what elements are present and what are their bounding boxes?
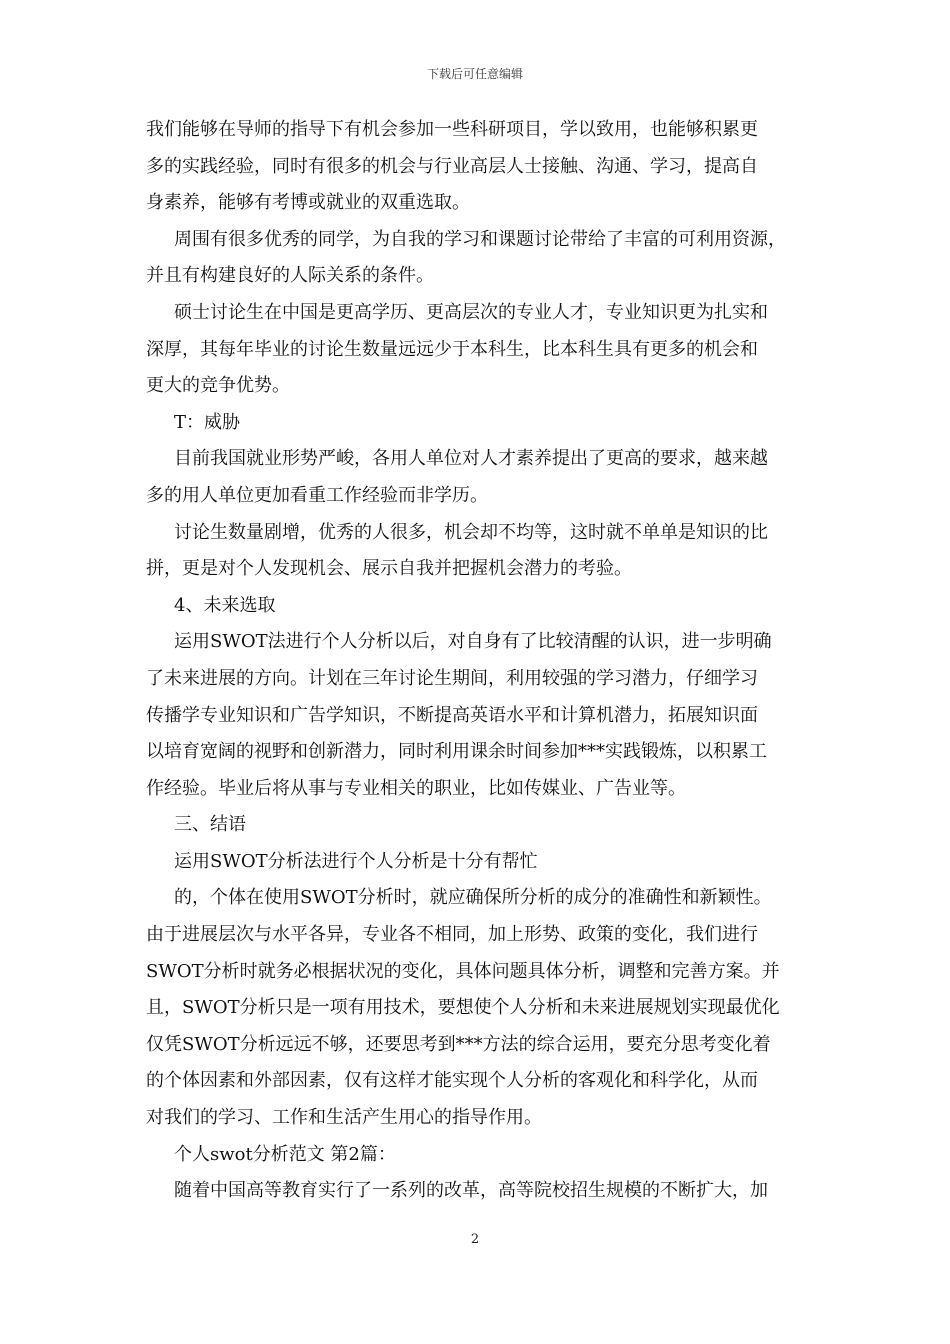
text-line: 我们能够在导师的指导下有机会参加一些科研项目，学以致用，也能够积累更 bbox=[146, 119, 758, 140]
text-line: 拼，更是对个人发现机会、展示自我并把握机会潜力的考验。 bbox=[146, 558, 632, 580]
text-line: 对我们的学习、工作和生活产生用心的指导作用。 bbox=[146, 1107, 542, 1129]
text-line: 随着中国高等教育实行了一系列的改革，高等院校招生规模的不断扩大，加 bbox=[174, 1180, 768, 1202]
text-line: 多的实践经验，同时有很多的机会与行业高层人士接触、沟通、学习，提高自 bbox=[146, 155, 758, 177]
text-line: 讨论生数量剧增，优秀的人很多，机会却不均等，这时就不单单是知识的比 bbox=[174, 521, 768, 543]
text-line: 4、未来选取 bbox=[174, 594, 276, 616]
text-line: 个人swot分析范文 第2篇： bbox=[174, 1143, 396, 1165]
text-line: 了未来进展的方向。计划在三年讨论生期间，利用较强的学习潜力，仔细学习 bbox=[146, 667, 758, 689]
text-line: 的个体因素和外部因素，仅有这样才能实现个人分析的客观化和科学化，从而 bbox=[146, 1070, 758, 1092]
text-line: 目前我国就业形势严峻，各用人单位对人才素养提出了更高的要求，越来越 bbox=[174, 448, 768, 470]
text-line: 身素养，能够有考博或就业的双重选取。 bbox=[146, 192, 470, 214]
text-line: 运用SWOT法进行个人分析以后，对自身有了比较清醒的认识，进一步明确 bbox=[174, 631, 772, 653]
text-line: 以培育宽阔的视野和创新潜力，同时利用课余时间参加***实践锻炼，以积累工 bbox=[146, 741, 767, 763]
text-line: T：威胁 bbox=[174, 411, 241, 433]
text-line: 且，SWOT分析只是一项有用技术，要想使个人分析和未来进展规划实现最优化 bbox=[146, 997, 780, 1019]
text-line: 硕士讨论生在中国是更高学历、更高层次的专业人才，专业知识更为扎实和 bbox=[174, 301, 768, 323]
text-line: 传播学专业知识和广告学知识，不断提高英语水平和计算机潜力，拓展知识面 bbox=[146, 704, 758, 726]
text-line: 三、结语 bbox=[174, 814, 246, 836]
text-line: 多的用人单位更加看重工作经验而非学历。 bbox=[146, 484, 488, 506]
text-line: 更大的竞争优势。 bbox=[146, 375, 290, 397]
text-line: 深厚，其每年毕业的讨论生数量远远少于本科生，比本科生具有更多的机会和 bbox=[146, 338, 758, 360]
document-body bbox=[146, 112, 806, 1210]
page-header: 下载后可任意编辑 bbox=[426, 67, 523, 81]
text-line: 作经验。毕业后将从事与专业相关的职业，比如传媒业、广告业等。 bbox=[146, 777, 686, 799]
text-line: 运用SWOT分析法进行个人分析是十分有帮忙 bbox=[174, 850, 538, 872]
page-number: 2 bbox=[470, 1232, 480, 1247]
text-line: 仅凭SWOT分析远远不够，还要思考到***方法的综合运用，要充分思考变化着 bbox=[146, 1033, 771, 1055]
text-line: SWOT分析时就务必根据状况的变化，具体问题具体分析，调整和完善方案。并 bbox=[146, 960, 780, 982]
text-line: 并且有构建良好的人际关系的条件。 bbox=[146, 265, 434, 287]
text-line: 由于进展层次与水平各异，专业各不相同，加上形势、政策的变化，我们进行 bbox=[146, 924, 758, 946]
text-line: 的，个体在使用SWOT分析时，就应确保所分析的成分的准确性和新颖性。 bbox=[174, 887, 772, 909]
text-line: 周围有很多优秀的同学，为自我的学习和课题讨论带给了丰富的可利用资源， bbox=[174, 228, 786, 250]
